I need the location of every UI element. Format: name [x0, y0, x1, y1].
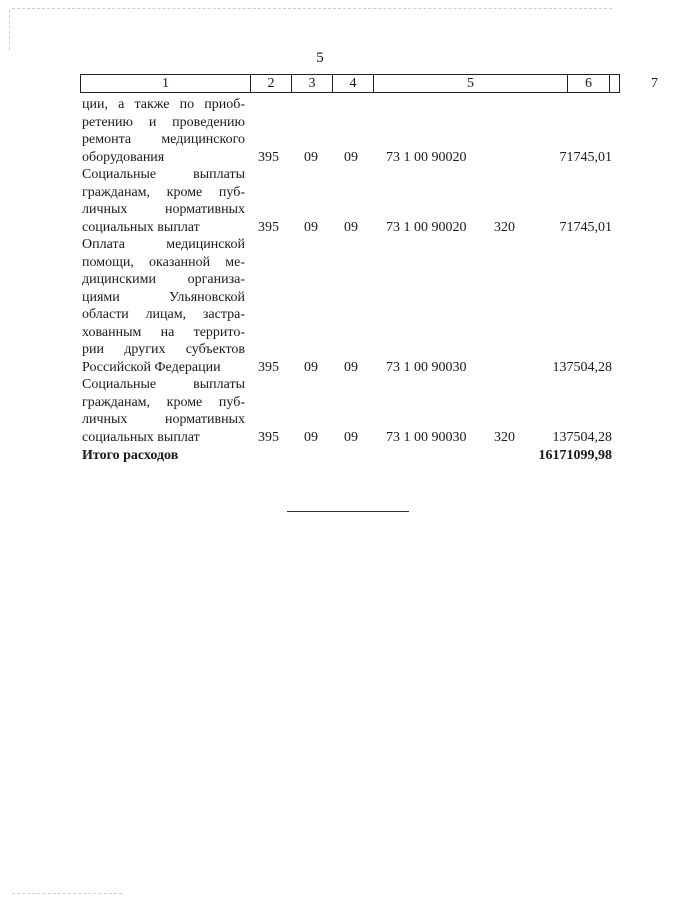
scan-artifact-bottom: [12, 893, 122, 895]
description-line: хованным на террито-: [82, 324, 245, 340]
description-line: помощи, оказанной ме-: [82, 254, 245, 270]
description-line: социальных выплат: [82, 429, 200, 445]
description-line: гражданам, кроме пуб-: [82, 184, 245, 200]
header-col-4: 4: [333, 75, 374, 92]
header-col-3: 3: [292, 75, 333, 92]
cell-code: 395: [258, 149, 279, 165]
total-label: Итого расходов: [82, 448, 179, 463]
cell-section: 09: [304, 149, 318, 165]
cell-code: 395: [258, 219, 279, 235]
header-col-2: 2: [251, 75, 292, 92]
cell-amount: 71745,01: [559, 219, 612, 235]
cell-section: 09: [304, 219, 318, 235]
description-line: социальных выплат: [82, 219, 200, 235]
cell-target-article: 73 1 00 90030: [386, 429, 467, 445]
cell-section: 09: [304, 429, 318, 445]
description-line: области лицам, застра-: [82, 307, 245, 322]
cell-subsection: 09: [344, 219, 358, 235]
cell-expense-type: 320: [494, 429, 515, 445]
description-line: дицинскими организа-: [82, 272, 245, 287]
cell-amount: 71745,01: [559, 149, 612, 165]
description-line: личных нормативных: [82, 202, 245, 217]
table-row-description: [82, 236, 245, 376]
cell-amount: 137504,28: [552, 429, 612, 445]
cell-code: 395: [258, 429, 279, 445]
description-line: личных нормативных: [82, 412, 245, 427]
table-row-description: [82, 96, 245, 166]
scan-artifact-left: [9, 10, 11, 50]
table-header-row: [80, 74, 658, 93]
cell-amount: 137504,28: [552, 359, 612, 375]
description-line: гражданам, кроме пуб-: [82, 394, 245, 410]
description-line: циями Ульяновской: [82, 289, 245, 305]
cell-subsection: 09: [344, 359, 358, 375]
scan-artifact-top: [12, 8, 612, 10]
description-line: Оплата медицинской: [82, 237, 245, 252]
table-row-description: [82, 166, 245, 236]
cell-target-article: 73 1 00 90020: [386, 149, 467, 165]
cell-section: 09: [304, 359, 318, 375]
description-line: рии других субъектов: [82, 342, 245, 357]
header-col-6: 6: [568, 75, 610, 92]
description-line: ремонта медицинского: [82, 132, 245, 147]
description-line: ции, а также по приоб-: [82, 97, 245, 112]
cell-subsection: 09: [344, 429, 358, 445]
description-line: Социальные выплаты: [82, 167, 245, 182]
header-col-1: 1: [81, 75, 251, 92]
description-line: ретению и проведению: [82, 114, 245, 130]
description-line: Российской Федерации: [82, 359, 221, 375]
header-col-5: 5: [374, 75, 568, 92]
cell-subsection: 09: [344, 149, 358, 165]
cell-code: 395: [258, 359, 279, 375]
cell-target-article: 73 1 00 90030: [386, 359, 467, 375]
page-number: 5: [316, 50, 324, 66]
cell-target-article: 73 1 00 90020: [386, 219, 467, 235]
total-value: 16171099,98: [538, 448, 612, 463]
description-line: оборудования: [82, 149, 165, 165]
cell-expense-type: 320: [494, 219, 515, 235]
header-col-7: 7: [651, 76, 658, 91]
end-of-document-line: [287, 511, 409, 512]
table-row-description: [82, 376, 245, 446]
description-line: Социальные выплаты: [82, 377, 245, 392]
